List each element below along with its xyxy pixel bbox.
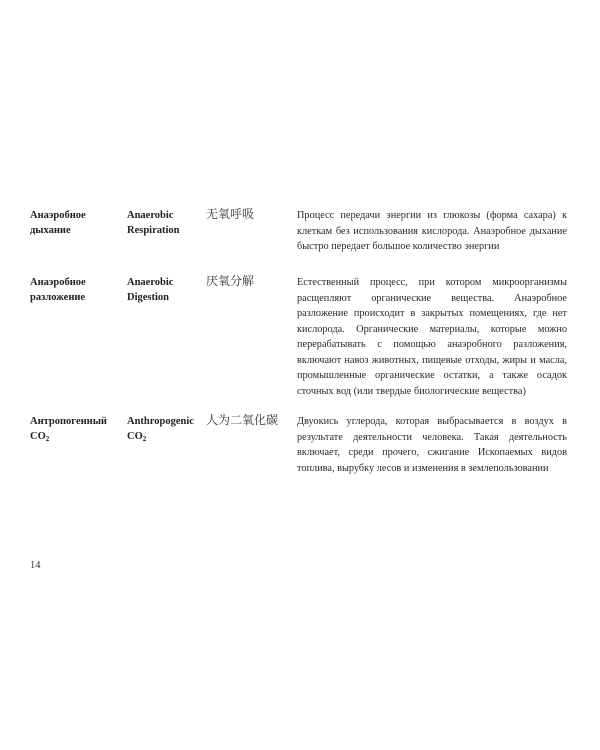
term-english-formula: CO bbox=[127, 431, 143, 442]
term-russian-formula: CO bbox=[30, 431, 46, 442]
term-chinese: 人为二氧化碳 bbox=[206, 413, 279, 427]
term-english-main: Anthropogenic bbox=[127, 416, 194, 427]
page-number: 14 bbox=[30, 560, 41, 571]
term-russian: Анаэробное дыхание bbox=[30, 210, 86, 236]
term-russian-main: Антропогенный bbox=[30, 416, 107, 427]
term-russian bbox=[30, 414, 122, 444]
term-definition: Двуокись углерода, которая выбрасывается в воздух в результате деятельности человека. Такая деятельность включает, среди прочего, сжигание Ископаемых видов топлива, вырубку лесов и изменения в землепользовании bbox=[297, 416, 567, 474]
term-english: Anaerobic Digestion bbox=[127, 277, 174, 303]
term-definition: Естественный процесс, при котором микроорганизмы расщепляют органические вещества. Анаэробное разложение происходит в закрытых помещениях, где нет кислорода. Органические материалы, которые можно перерабатывать с помощью анаэробного разложения, включают навоз животных, пищевые отходы, жиры и масла, промышленные органические остатки, а также осадок сточных вод (или твердые биологические вещества) bbox=[297, 277, 567, 397]
term-english-subscript: 2 bbox=[142, 435, 147, 443]
term-chinese: 无氧呼吸 bbox=[206, 207, 255, 221]
term-definition: Процесс передачи энергии из глюкозы (форма сахара) к клеткам без использования кислорода. Анаэробное дыхание быстро передает большое количество энергии bbox=[297, 210, 567, 252]
term-russian-subscript: 2 bbox=[45, 435, 50, 443]
term-english: Anaerobic Respiration bbox=[127, 210, 180, 236]
term-chinese: 厌氧分解 bbox=[206, 274, 255, 288]
term-russian: Анаэробное разложение bbox=[30, 277, 86, 303]
term-english bbox=[127, 414, 207, 444]
